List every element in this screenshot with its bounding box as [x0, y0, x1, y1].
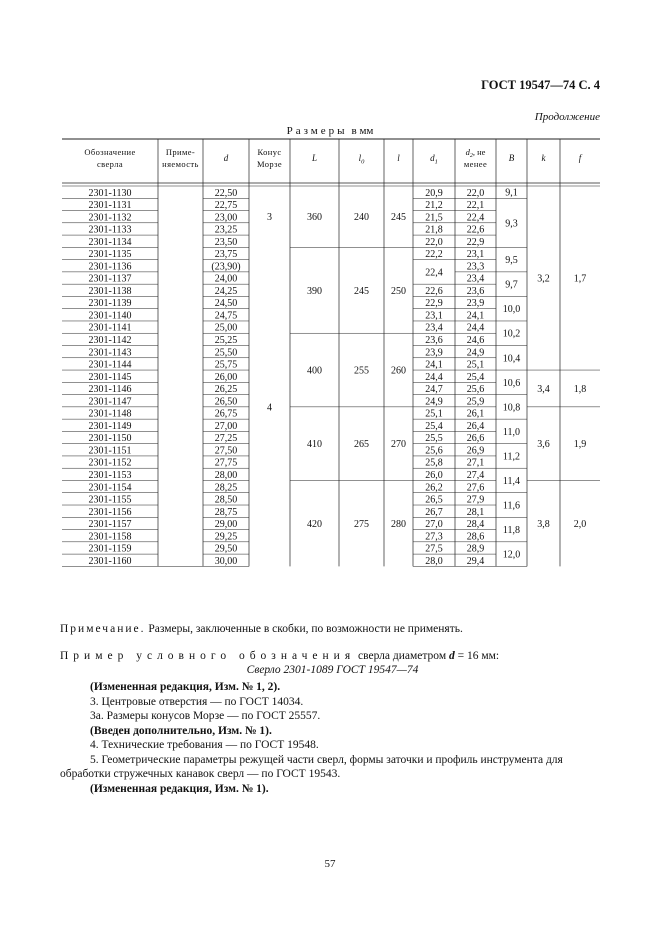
d1-cell: 26,0 — [425, 469, 443, 481]
designation-cell: 2301-1149 — [88, 420, 132, 432]
designation-cell: 2301-1146 — [88, 384, 132, 396]
l-merged-cell: 270 — [391, 439, 406, 451]
amendment-note-2: (Введен дополнительно, Изм. № 1). — [90, 724, 272, 737]
d2-cell: 26,4 — [466, 420, 485, 432]
l0-merged-cell: 265 — [354, 439, 369, 451]
d1-cell: 21,5 — [425, 212, 443, 224]
note-label: Примечание. — [60, 623, 146, 635]
diameter-cell: 27,50 — [214, 445, 238, 457]
d2-cell: 25,9 — [466, 396, 485, 408]
d2-cell: 22,1 — [466, 200, 485, 212]
d2-cell: 22,4 — [466, 212, 485, 224]
note-text: Размеры, заключенные в скобки, по возможности не применять. — [148, 623, 463, 635]
designation-cell: 2301-1157 — [88, 519, 132, 531]
diameter-cell: 26,25 — [214, 384, 238, 396]
designation-cell: 2301-1154 — [88, 482, 132, 494]
B-merged-cell: 10,4 — [502, 353, 521, 365]
page-number: 57 — [324, 858, 336, 870]
d1-cell: 22,2 — [425, 249, 443, 261]
column-header: L — [311, 153, 318, 163]
table-note — [60, 622, 605, 637]
paragraph-5: 5. Геометрические параметры режущей части сверл, формы заточки и профиль инструмента для — [90, 753, 563, 766]
designation-cell: 2301-1140 — [88, 310, 132, 322]
diameter-cell: 22,75 — [214, 200, 238, 212]
d1-cell: 23,1 — [425, 310, 443, 322]
d2-cell: 23,6 — [466, 285, 485, 297]
designation-cell: 2301-1160 — [88, 555, 132, 567]
d1-cell: 20,9 — [425, 187, 443, 199]
designation-cell: 2301-1155 — [88, 494, 132, 506]
d1-cell: 25,6 — [425, 445, 443, 457]
designation-cell: 2301-1137 — [88, 273, 132, 285]
B-merged-cell: 11,4 — [502, 475, 521, 487]
column-header: d — [223, 153, 229, 163]
example-value: = 16 мм: — [457, 650, 500, 662]
d1-merged-cell: 22,4 — [425, 267, 443, 279]
l0-merged-cell: 255 — [354, 365, 369, 377]
column-header: няемость — [162, 159, 199, 169]
B-merged-cell: 10,6 — [502, 377, 521, 389]
diameter-cell: 25,50 — [214, 347, 238, 359]
example-label: Пример условного обозначения — [60, 650, 356, 662]
amendment-note-1: (Измененная редакция, Изм. № 1, 2). — [90, 681, 281, 693]
d2-cell: 27,9 — [466, 494, 485, 506]
B-merged-cell: 11,2 — [502, 451, 521, 463]
example-text: сверла диаметром — [358, 650, 447, 662]
d1-cell: 26,7 — [425, 506, 443, 518]
d1-cell: 22,6 — [425, 285, 443, 297]
table-caption-word: Размеры — [286, 125, 348, 137]
diameter-cell: 24,00 — [214, 273, 238, 285]
diameter-cell: (23,90) — [211, 261, 241, 273]
d1-cell: 21,8 — [425, 224, 443, 236]
d1-cell: 23,6 — [425, 335, 443, 347]
diameter-cell: 24,75 — [214, 310, 238, 322]
diameter-cell: 23,25 — [214, 224, 238, 236]
f-merged-cell: 1,7 — [573, 273, 587, 285]
diameter-cell: 28,50 — [214, 494, 238, 506]
L-merged-cell: 360 — [307, 212, 322, 224]
diameter-cell: 28,75 — [214, 506, 238, 518]
d2-cell: 27,6 — [466, 482, 485, 494]
diameter-cell: 28,25 — [214, 482, 238, 494]
d1-cell: 28,0 — [425, 555, 443, 567]
column-header: l — [397, 153, 400, 163]
column-header: B — [508, 153, 515, 163]
column-header: $d_1$ — [430, 153, 438, 166]
d1-cell: 24,7 — [425, 384, 443, 396]
d1-cell: 27,3 — [425, 531, 443, 543]
diameter-cell: 29,50 — [214, 543, 238, 555]
diameter-cell: 25,00 — [214, 322, 238, 334]
column-header: f — [578, 153, 582, 163]
designation-cell: 2301-1153 — [88, 469, 132, 481]
B-merged-cell: 12,0 — [502, 549, 521, 561]
designation-cell: 2301-1147 — [88, 396, 132, 408]
designation-cell: 2301-1136 — [88, 261, 132, 273]
B-merged-cell: 11,0 — [502, 426, 521, 438]
d2-cell: 22,9 — [466, 236, 485, 248]
B-merged-cell: 9,7 — [505, 279, 518, 291]
d2-cell: 23,3 — [466, 261, 485, 273]
designation-example — [60, 649, 605, 664]
designation-cell: 2301-1134 — [88, 236, 132, 248]
d1-cell: 23,9 — [425, 347, 443, 359]
column-header: k — [541, 153, 546, 163]
column-header: Обозначение — [84, 147, 136, 157]
d1-cell: 22,9 — [425, 298, 443, 310]
diameter-cell: 24,25 — [214, 285, 238, 297]
f-merged-cell: 1,8 — [573, 383, 587, 395]
continuation-label: Продолжение — [534, 111, 600, 123]
d1-cell: 24,1 — [425, 359, 443, 371]
designation-cell: 2301-1143 — [88, 347, 132, 359]
d2-cell: 24,9 — [466, 347, 485, 359]
B-merged-cell: 10,0 — [502, 304, 521, 316]
f-merged-cell: 1,9 — [573, 439, 587, 451]
designation-cell: 2301-1159 — [88, 543, 132, 555]
table-caption-unit: в мм — [351, 125, 374, 137]
L-merged-cell: 410 — [307, 439, 322, 451]
l0-merged-cell: 275 — [354, 518, 369, 530]
L-merged-cell: 420 — [307, 518, 322, 530]
k-merged-cell: 3,6 — [537, 439, 550, 451]
morse-merged-cell: 4 — [267, 402, 272, 414]
example-var: d — [449, 650, 455, 662]
diameter-cell: 25,75 — [214, 359, 238, 371]
d2-cell: 25,6 — [466, 384, 485, 396]
d2-cell: 29,4 — [466, 555, 485, 567]
designation-cell: 2301-1145 — [88, 371, 132, 383]
diameter-cell: 30,00 — [214, 555, 238, 567]
diameter-cell: 29,00 — [214, 519, 238, 531]
diameter-cell: 28,00 — [214, 469, 238, 481]
d2-cell: 26,9 — [466, 445, 485, 457]
diameter-cell: 27,00 — [214, 420, 238, 432]
designation-cell: 2301-1156 — [88, 506, 132, 518]
body-paragraphs — [60, 680, 605, 796]
designation-cell: 2301-1151 — [88, 445, 132, 457]
B-merged-cell: 10,2 — [502, 328, 521, 340]
column-header: $l_0$ — [358, 153, 365, 166]
diameter-cell: 27,25 — [214, 433, 238, 445]
d1-cell: 25,5 — [425, 433, 443, 445]
paragraph-3: 3. Центровые отверстия — по ГОСТ 14034. — [90, 695, 304, 708]
d2-cell: 27,1 — [466, 457, 485, 469]
d2-cell: 26,6 — [466, 433, 485, 445]
d1-cell: 24,4 — [425, 371, 443, 383]
d2-cell: 23,4 — [466, 273, 485, 285]
k-merged-cell: 3,8 — [537, 518, 550, 530]
column-header: $d_2$, не — [465, 147, 486, 159]
diameter-cell: 26,00 — [214, 371, 238, 383]
L-merged-cell: 400 — [307, 365, 322, 377]
k-merged-cell: 3,2 — [537, 273, 550, 285]
d1-cell: 22,0 — [425, 236, 443, 248]
d2-cell: 27,4 — [466, 469, 485, 481]
paragraph-3a: 3а. Размеры конусов Морзе — по ГОСТ 25557. — [90, 710, 321, 722]
B-merged-cell: 11,6 — [502, 500, 521, 512]
d2-cell: 28,4 — [466, 519, 485, 531]
B-merged-cell: 10,8 — [502, 402, 521, 414]
d2-cell: 28,1 — [466, 506, 485, 518]
B-merged-cell: 9,1 — [505, 187, 518, 199]
column-header: сверла — [96, 159, 124, 169]
d1-cell: 21,2 — [425, 200, 443, 212]
paragraph-4: 4. Технические требования — по ГОСТ 19548. — [90, 739, 319, 751]
designation-cell: 2301-1144 — [88, 359, 132, 371]
d1-cell: 27,0 — [425, 519, 443, 531]
d2-cell: 26,1 — [466, 408, 485, 420]
designation-cell: 2301-1150 — [88, 433, 132, 445]
d2-cell: 24,6 — [466, 335, 485, 347]
d1-cell: 25,8 — [425, 457, 443, 469]
d2-cell: 25,4 — [466, 371, 485, 383]
d2-cell: 23,1 — [466, 249, 485, 261]
diameter-cell: 23,50 — [214, 236, 238, 248]
diameter-cell: 25,25 — [214, 335, 238, 347]
column-header: Морзе — [256, 159, 283, 169]
designation-cell: 2301-1135 — [88, 249, 132, 261]
d2-cell: 22,6 — [466, 224, 485, 236]
B-merged-cell: 11,8 — [502, 525, 521, 537]
page-header: ГОСТ 19547—74 С. 4 — [481, 78, 600, 92]
designation-cell: 2301-1142 — [88, 335, 132, 347]
column-header: Конус — [257, 147, 282, 157]
l-merged-cell: 245 — [391, 212, 406, 224]
d2-cell: 23,9 — [466, 298, 485, 310]
designation-cell: 2301-1141 — [88, 322, 132, 334]
B-merged-cell: 9,5 — [505, 255, 518, 267]
designation-cell: 2301-1158 — [88, 531, 132, 543]
d1-cell: 23,4 — [425, 322, 443, 334]
k-merged-cell: 3,4 — [537, 383, 550, 395]
d1-cell: 26,5 — [425, 494, 443, 506]
l-merged-cell: 280 — [391, 518, 406, 530]
designation-cell: 2301-1152 — [88, 457, 132, 469]
d2-cell: 22,0 — [466, 187, 485, 199]
f-merged-cell: 2,0 — [573, 518, 587, 530]
d1-cell: 24,9 — [425, 396, 443, 408]
d1-cell: 26,2 — [425, 482, 443, 494]
d2-cell: 24,4 — [466, 322, 485, 334]
amendment-note-3: (Измененная редакция, Изм. № 1). — [90, 782, 269, 795]
d2-cell: 28,9 — [466, 543, 485, 555]
column-header: Приме- — [165, 147, 196, 157]
diameter-cell: 29,25 — [214, 531, 238, 543]
d1-cell: 25,4 — [425, 420, 443, 432]
diameter-cell: 26,50 — [214, 396, 238, 408]
column-header: менее — [463, 159, 488, 169]
d1-cell: 25,1 — [425, 408, 443, 420]
designation-cell: 2301-1132 — [88, 212, 132, 224]
B-merged-cell: 9,3 — [505, 218, 518, 230]
diameter-cell: 24,50 — [214, 298, 238, 310]
d1-cell: 27,5 — [425, 543, 443, 555]
paragraph-5-continued: обработки стружечных канавок сверл — по ГОСТ 19543. — [60, 768, 341, 780]
designation-cell: 2301-1133 — [88, 224, 132, 236]
l0-merged-cell: 240 — [354, 212, 369, 224]
l-merged-cell: 260 — [391, 365, 406, 377]
L-merged-cell: 390 — [307, 285, 322, 297]
diameter-cell: 23,75 — [214, 249, 238, 261]
diameter-cell: 26,75 — [214, 408, 238, 420]
designation-cell: 2301-1138 — [88, 285, 132, 297]
example-formula: Сверло 2301-1089 ГОСТ 19547—74 — [246, 664, 419, 676]
l0-merged-cell: 245 — [354, 285, 369, 297]
diameter-cell: 23,00 — [214, 212, 238, 224]
d2-cell: 24,1 — [466, 310, 485, 322]
designation-cell: 2301-1139 — [88, 298, 132, 310]
designation-cell: 2301-1148 — [88, 408, 132, 420]
designation-cell: 2301-1130 — [88, 187, 132, 199]
diameter-cell: 27,75 — [214, 457, 238, 469]
morse-merged-cell: 3 — [267, 212, 272, 224]
diameter-cell: 22,50 — [214, 187, 238, 199]
d2-cell: 25,1 — [466, 359, 485, 371]
l-merged-cell: 250 — [391, 285, 406, 297]
designation-cell: 2301-1131 — [88, 200, 132, 212]
d2-cell: 28,6 — [466, 531, 485, 543]
